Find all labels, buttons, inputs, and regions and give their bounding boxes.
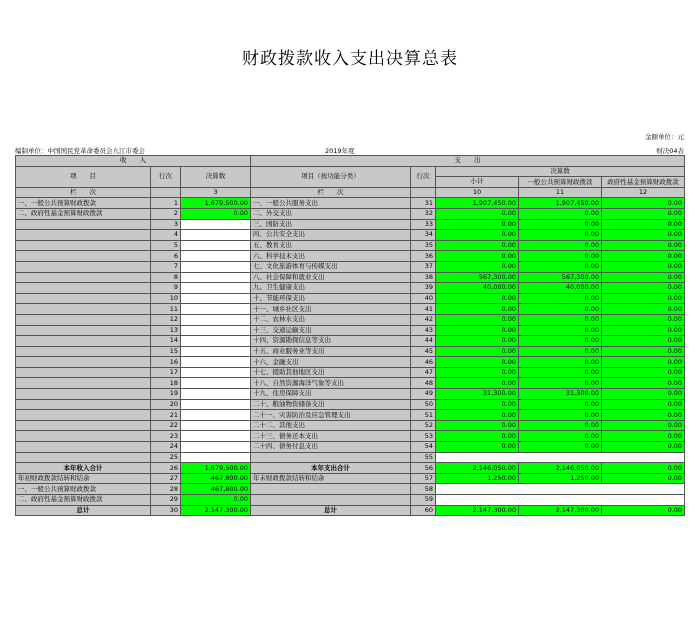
income-line-number: 28 (151, 484, 181, 495)
table-row (16, 293, 685, 304)
expense-blank (436, 452, 685, 463)
expense-item-label: 六、科学技术支出 (251, 251, 411, 262)
expense-fund-budget: 0.00 (602, 420, 685, 431)
expense-line-number: 48 (411, 378, 436, 389)
expense-item-label (251, 484, 411, 495)
col-12: 12 (602, 187, 685, 198)
income-line-number: 24 (151, 442, 181, 453)
expense-line-number: 34 (411, 230, 436, 241)
table-row (16, 357, 685, 368)
col-10: 10 (436, 187, 519, 198)
expense-line-number: 37 (411, 261, 436, 272)
expense-fund-budget: 0.00 (602, 283, 685, 294)
expense-fund-budget: 0.00 (602, 410, 685, 421)
expense-item-label: 十三、交通运输支出 (251, 325, 411, 336)
income-item-label (16, 261, 151, 272)
income-line-number: 30 (151, 505, 181, 516)
expense-fund-budget: 0.00 (602, 505, 685, 516)
expense-subtotal: 567,300.00 (436, 272, 519, 283)
table-row (16, 410, 685, 421)
expense-item-label: 四、公共安全支出 (251, 230, 411, 241)
income-amount: 0.00 (181, 495, 251, 506)
expense-fund-budget: 0.00 (602, 198, 685, 209)
income-amount (181, 283, 251, 294)
table-row (16, 442, 685, 453)
income-item-label (16, 410, 151, 421)
income-total-amount: 1,679,500.00 (181, 463, 251, 474)
expense-item-label: 五、教育支出 (251, 240, 411, 251)
expense-fund-budget: 0.00 (602, 389, 685, 400)
expense-general-budget: 2,146,050.00 (519, 463, 602, 474)
expense-fund-budget: 0.00 (602, 357, 685, 368)
expense-fund-budget: 0.00 (602, 219, 685, 230)
expense-item-label: 十一、城乡社区支出 (251, 304, 411, 315)
expense-line-number: 38 (411, 272, 436, 283)
expense-fund-budget: 0.00 (602, 304, 685, 315)
expense-blank (436, 484, 685, 495)
expense-general-budget: 0.00 (519, 240, 602, 251)
expense-subtotal: 0.00 (436, 336, 519, 347)
income-line-number: 6 (151, 251, 181, 262)
expense-fund-budget: 0.00 (602, 367, 685, 378)
income-item-label (16, 336, 151, 347)
income-amount (181, 420, 251, 431)
income-amount: 467,800.00 (181, 484, 251, 495)
expense-general-budget: 0.00 (519, 208, 602, 219)
expense-item-label: 二、外交支出 (251, 208, 411, 219)
expense-line-number: 33 (411, 219, 436, 230)
income-item-label (16, 251, 151, 262)
expense-subtotal: 0.00 (436, 304, 519, 315)
expense-item-label (251, 495, 411, 506)
income-line-number: 29 (151, 495, 181, 506)
expense-total-label: 本年支出合计 (251, 463, 411, 474)
org-label: 编制单位：中国国民党革命委员会九江市委会 (15, 147, 145, 155)
expense-subtotal: 1,907,450.00 (436, 198, 519, 209)
expense-item-label: 二十一、灾害防治及应急管理支出 (251, 410, 411, 421)
expense-line-number: 49 (411, 389, 436, 400)
income-line-number: 20 (151, 399, 181, 410)
expense-subtotal: 0.00 (436, 378, 519, 389)
expense-line-number: 46 (411, 357, 436, 368)
expense-item-label: 十七、援助其他地区支出 (251, 367, 411, 378)
expense-line-number: 56 (411, 463, 436, 474)
expense-line-number: 47 (411, 367, 436, 378)
income-item-label (16, 240, 151, 251)
expense-general-budget: 0.00 (519, 378, 602, 389)
expense-item-header: 项目（按功能分类） (251, 166, 411, 187)
expense-general-budget: 567,300.00 (519, 272, 602, 283)
expense-general-budget: 0.00 (519, 442, 602, 453)
expense-subtotal: 40,000.00 (436, 283, 519, 294)
income-amount (181, 442, 251, 453)
table-row (16, 389, 685, 400)
income-line-number: 26 (151, 463, 181, 474)
table-row (16, 378, 685, 389)
expense-general-budget: 0.00 (519, 357, 602, 368)
table-row (16, 272, 685, 283)
expense-subtotal: 0.00 (436, 240, 519, 251)
expense-general-budget: 0.00 (519, 293, 602, 304)
expense-line-header: 行次 (411, 166, 436, 187)
table-row (16, 452, 685, 463)
expense-general-budget: 0.00 (519, 261, 602, 272)
expense-fund-budget: 0.00 (602, 463, 685, 474)
col-label-right: 栏 次 (251, 187, 411, 198)
income-item-label (16, 304, 151, 315)
expense-fund-budget: 0.00 (602, 473, 685, 484)
expense-blank (436, 495, 685, 506)
income-grand-total-label: 总计 (16, 505, 151, 516)
income-item-label (16, 431, 151, 442)
expense-line-number: 40 (411, 293, 436, 304)
income-amount (181, 240, 251, 251)
table-row (16, 230, 685, 241)
income-item-label (16, 325, 151, 336)
expense-fund-budget: 0.00 (602, 293, 685, 304)
expense-subtotal: 1,250.00 (436, 473, 519, 484)
expense-subtotal: 0.00 (436, 314, 519, 325)
income-amount (181, 389, 251, 400)
expense-fund-budget: 0.00 (602, 272, 685, 283)
table-row (16, 367, 685, 378)
expense-fund-budget: 0.00 (602, 261, 685, 272)
expense-subtotal: 2,146,050.00 (436, 463, 519, 474)
table-row (16, 399, 685, 410)
expense-item-label: 十二、农林水支出 (251, 314, 411, 325)
income-item-label: 二、政府性基金预算财政拨款 (16, 495, 151, 506)
income-line-number: 9 (151, 283, 181, 294)
fund-budget-header: 政府性基金预算财政拨款 (602, 177, 685, 188)
expense-fund-budget: 0.00 (602, 442, 685, 453)
income-line-number: 13 (151, 325, 181, 336)
income-item-label (16, 420, 151, 431)
expense-general-budget: 0.00 (519, 230, 602, 241)
expense-line-number: 44 (411, 336, 436, 347)
expense-item-label: 二十二、其他支出 (251, 420, 411, 431)
income-line-number: 21 (151, 410, 181, 421)
income-line-number: 5 (151, 240, 181, 251)
income-line-number: 8 (151, 272, 181, 283)
expense-fund-budget: 0.00 (602, 208, 685, 219)
income-amount: 0.00 (181, 208, 251, 219)
income-amount (181, 293, 251, 304)
income-item-label: 一、一般公共预算财政拨款 (16, 484, 151, 495)
income-amount (181, 431, 251, 442)
table-row (16, 484, 685, 495)
table-row (16, 495, 685, 506)
income-line-number: 19 (151, 389, 181, 400)
income-amount (181, 367, 251, 378)
expense-fund-budget: 0.00 (602, 336, 685, 347)
income-line-number: 17 (151, 367, 181, 378)
income-amount (181, 357, 251, 368)
expense-item-label: 九、卫生健康支出 (251, 283, 411, 294)
table-row (16, 505, 685, 516)
expense-fund-budget: 0.00 (602, 399, 685, 410)
income-line-number: 25 (151, 452, 181, 463)
table-row (16, 336, 685, 347)
expense-general-budget: 1,250.00 (519, 473, 602, 484)
table-row (16, 208, 685, 219)
income-amount (181, 325, 251, 336)
table-row (16, 198, 685, 209)
income-item-label (16, 272, 151, 283)
income-item-label (16, 442, 151, 453)
income-item-label (16, 293, 151, 304)
expense-line-number: 39 (411, 283, 436, 294)
expense-line-number: 32 (411, 208, 436, 219)
col-11: 11 (519, 187, 602, 198)
income-item-header: 项 目 (16, 166, 151, 187)
expense-subtotal: 31,300.00 (436, 389, 519, 400)
expense-line-number: 42 (411, 314, 436, 325)
expense-line-number: 41 (411, 304, 436, 315)
expense-subtotal: 0.00 (436, 325, 519, 336)
table-row (16, 346, 685, 357)
income-line-number: 18 (151, 378, 181, 389)
expense-line-number: 51 (411, 410, 436, 421)
income-line-number: 16 (151, 357, 181, 368)
expense-line-number: 35 (411, 240, 436, 251)
expense-subtotal: 0.00 (436, 208, 519, 219)
table-row (16, 261, 685, 272)
table-row (16, 219, 685, 230)
expense-line-number: 43 (411, 325, 436, 336)
income-item-label (16, 367, 151, 378)
income-line-number: 2 (151, 208, 181, 219)
expense-line-number: 58 (411, 484, 436, 495)
table-row (16, 251, 685, 262)
income-line-number: 14 (151, 336, 181, 347)
expense-subtotal: 2,147,300.00 (436, 505, 519, 516)
expense-subtotal: 0.00 (436, 346, 519, 357)
col-3: 3 (181, 187, 251, 198)
col-label-left: 栏 次 (16, 187, 151, 198)
table-row (16, 325, 685, 336)
expense-general-budget: 0.00 (519, 325, 602, 336)
income-item-label (16, 283, 151, 294)
year-label: 2019年度 (325, 147, 355, 155)
expense-general-budget: 0.00 (519, 251, 602, 262)
report-title: 财政拨款收入支出决算总表 (242, 49, 458, 69)
expense-fund-budget: 0.00 (602, 251, 685, 262)
expense-line-number: 57 (411, 473, 436, 484)
expense-general-budget: 0.00 (519, 314, 602, 325)
income-item-label (16, 399, 151, 410)
expense-item-label: 十九、住房保障支出 (251, 389, 411, 400)
income-amount-header: 决算数 (181, 166, 251, 187)
expense-item-label: 三、国防支出 (251, 219, 411, 230)
income-line-number: 10 (151, 293, 181, 304)
income-header: 收 入 (16, 156, 251, 167)
income-item-label: 二、政府性基金预算财政拨款 (16, 208, 151, 219)
expense-item-label: 二十、粮油物资储备支出 (251, 399, 411, 410)
expense-subtotal: 0.00 (436, 399, 519, 410)
table-row (16, 473, 685, 484)
income-grand-total-amount: 2,147,300.00 (181, 505, 251, 516)
table-row (16, 463, 685, 474)
table-row (16, 240, 685, 251)
expense-line-number: 55 (411, 452, 436, 463)
expense-subtotal: 0.00 (436, 431, 519, 442)
income-amount (181, 314, 251, 325)
expense-line-number: 36 (411, 251, 436, 262)
expense-general-budget: 2,147,300.00 (519, 505, 602, 516)
expense-line-number: 31 (411, 198, 436, 209)
expense-item-label: 二十四、债务付息支出 (251, 442, 411, 453)
expense-item-label: 八、社会保障和就业支出 (251, 272, 411, 283)
income-item-label (16, 357, 151, 368)
expense-line-number: 54 (411, 442, 436, 453)
income-item-label (16, 389, 151, 400)
expense-subtotal: 0.00 (436, 420, 519, 431)
unit-label: 金额单位：元 (645, 133, 684, 141)
income-line-number: 23 (151, 431, 181, 442)
expense-item-label: 十、节能环保支出 (251, 293, 411, 304)
expense-fund-budget: 0.00 (602, 431, 685, 442)
income-amount (181, 336, 251, 347)
expense-general-budget: 31,300.00 (519, 389, 602, 400)
expense-item-label: 十五、商业服务业等支出 (251, 346, 411, 357)
income-amount (181, 219, 251, 230)
expense-fund-budget: 0.00 (602, 230, 685, 241)
report-table (15, 155, 685, 516)
income-item-label (16, 230, 151, 241)
table-row (16, 420, 685, 431)
income-line-number: 15 (151, 346, 181, 357)
income-line-number: 3 (151, 219, 181, 230)
income-amount (181, 378, 251, 389)
income-amount (181, 410, 251, 421)
income-amount (181, 346, 251, 357)
expense-amount-header: 决算数 (436, 166, 685, 177)
expense-fund-budget: 0.00 (602, 325, 685, 336)
expense-general-budget: 0.00 (519, 420, 602, 431)
expense-subtotal: 0.00 (436, 219, 519, 230)
subtotal-header: 小计 (436, 177, 519, 188)
income-amount (181, 452, 251, 463)
income-amount (181, 272, 251, 283)
expense-item-label (251, 452, 411, 463)
expense-subtotal: 0.00 (436, 230, 519, 241)
expense-subtotal: 0.00 (436, 261, 519, 272)
income-line-number: 11 (151, 304, 181, 315)
expense-line-number: 50 (411, 399, 436, 410)
expense-general-budget: 0.00 (519, 410, 602, 421)
income-amount (181, 399, 251, 410)
expense-general-budget: 0.00 (519, 431, 602, 442)
expense-general-budget: 40,000.00 (519, 283, 602, 294)
income-line-number: 22 (151, 420, 181, 431)
expense-line-number: 60 (411, 505, 436, 516)
expense-general-budget: 0.00 (519, 219, 602, 230)
expense-subtotal: 0.00 (436, 367, 519, 378)
income-amount (181, 230, 251, 241)
expense-subtotal: 0.00 (436, 442, 519, 453)
expense-item-label: 七、文化旅游体育与传媒支出 (251, 261, 411, 272)
table-row (16, 304, 685, 315)
income-line-number: 12 (151, 314, 181, 325)
income-amount (181, 251, 251, 262)
expense-general-budget: 1,907,450.00 (519, 198, 602, 209)
income-amount (181, 261, 251, 272)
expense-general-budget: 0.00 (519, 367, 602, 378)
expense-subtotal: 0.00 (436, 357, 519, 368)
income-item-label: 一、一般公共预算财政拨款 (16, 198, 151, 209)
expense-item-label: 二十三、债务还本支出 (251, 431, 411, 442)
expense-line-number: 53 (411, 431, 436, 442)
income-amount: 1,679,500.00 (181, 198, 251, 209)
expense-fund-budget: 0.00 (602, 378, 685, 389)
general-budget-header: 一般公共预算财政拨款 (519, 177, 602, 188)
table-row (16, 314, 685, 325)
income-line-header: 行次 (151, 166, 181, 187)
income-amount (181, 304, 251, 315)
expense-general-budget: 0.00 (519, 336, 602, 347)
expense-general-budget: 0.00 (519, 304, 602, 315)
expense-item-label: 一、一般公共服务支出 (251, 198, 411, 209)
table-row (16, 431, 685, 442)
income-item-label (16, 346, 151, 357)
income-line-number: 27 (151, 473, 181, 484)
income-item-label (16, 219, 151, 230)
expense-header: 支 出 (251, 156, 685, 167)
expense-fund-budget: 0.00 (602, 314, 685, 325)
expense-line-number: 45 (411, 346, 436, 357)
expense-fund-budget: 0.00 (602, 346, 685, 357)
expense-general-budget: 0.00 (519, 346, 602, 357)
expense-grand-total-label: 总计 (251, 505, 411, 516)
expense-subtotal: 0.00 (436, 293, 519, 304)
income-line-number: 1 (151, 198, 181, 209)
expense-subtotal: 0.00 (436, 251, 519, 262)
income-item-label (16, 452, 151, 463)
expense-item-label: 十四、资源勘探信息等支出 (251, 336, 411, 347)
expense-line-number: 59 (411, 495, 436, 506)
income-total-label: 本年收入合计 (16, 463, 151, 474)
income-amount: 467,800.00 (181, 473, 251, 484)
income-item-label (16, 378, 151, 389)
expense-item-label: 十六、金融支出 (251, 357, 411, 368)
expense-item-label: 十八、自然资源海洋气象等支出 (251, 378, 411, 389)
expense-item-label: 年末财政拨款结转和结余 (251, 473, 411, 484)
expense-subtotal: 0.00 (436, 410, 519, 421)
form-number: 财决04表 (656, 147, 684, 155)
expense-general-budget: 0.00 (519, 399, 602, 410)
income-line-number: 7 (151, 261, 181, 272)
table-row (16, 283, 685, 294)
income-line-number: 4 (151, 230, 181, 241)
expense-fund-budget: 0.00 (602, 240, 685, 251)
income-item-label (16, 314, 151, 325)
income-item-label: 年初财政拨款结转和结余 (16, 473, 151, 484)
expense-line-number: 52 (411, 420, 436, 431)
